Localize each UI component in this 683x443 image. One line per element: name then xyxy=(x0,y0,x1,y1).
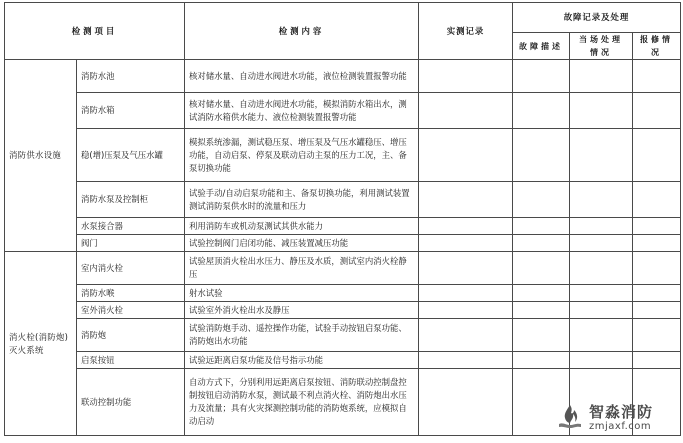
watermark-url: zmjaxf.com xyxy=(589,421,652,432)
content-cell: 试验控制阀门启闭功能、减压装置减压功能 xyxy=(185,235,419,252)
item-cell: 消防水喉 xyxy=(77,285,185,302)
table-row xyxy=(5,235,681,252)
onsite-cell[interactable] xyxy=(570,93,633,129)
repair-cell[interactable] xyxy=(633,352,681,369)
header-record: 实测记录 xyxy=(419,3,513,60)
record-cell[interactable] xyxy=(419,235,513,252)
item-cell: 稳(增)压泵及气压水罐 xyxy=(77,129,185,182)
fault-desc-cell[interactable] xyxy=(513,129,570,182)
onsite-cell[interactable] xyxy=(570,319,633,352)
table-row xyxy=(5,285,681,302)
onsite-cell[interactable] xyxy=(570,235,633,252)
onsite-cell[interactable] xyxy=(570,218,633,235)
record-cell[interactable] xyxy=(419,218,513,235)
record-cell[interactable] xyxy=(419,319,513,352)
repair-cell[interactable] xyxy=(633,235,681,252)
item-cell: 室内消火栓 xyxy=(77,252,185,285)
item-cell: 水泵接合器 xyxy=(77,218,185,235)
fault-desc-cell[interactable] xyxy=(513,218,570,235)
repair-cell[interactable] xyxy=(633,319,681,352)
repair-cell[interactable] xyxy=(633,129,681,182)
content-cell: 试验手动/自动启泵功能和主、备泵切换功能，利用测试装置测试消防泵供水时的流量和压力 xyxy=(185,182,419,218)
header-fault: 故障记录及处理 xyxy=(513,3,681,33)
onsite-cell[interactable] xyxy=(570,302,633,319)
header-row xyxy=(5,3,681,33)
item-cell: 阀门 xyxy=(77,235,185,252)
fault-desc-cell[interactable] xyxy=(513,252,570,285)
table-row xyxy=(5,182,681,218)
header-content: 检测内容 xyxy=(185,3,419,60)
header-item: 检测项目 xyxy=(5,3,185,60)
item-cell: 联动控制功能 xyxy=(77,369,185,436)
content-cell: 自动方式下，分别利用远距离启泵按钮、消防联动控制盘控制按钮启动消防水泵，测试最不利点消火栓、消防炮出水压力及流量；具有火灾探测控制功能的消防炮系统，应模拟自动启动 xyxy=(185,369,419,436)
repair-cell[interactable] xyxy=(633,182,681,218)
watermark-logo xyxy=(556,399,676,439)
item-cell: 消防水箱 xyxy=(77,93,185,129)
repair-cell[interactable] xyxy=(633,218,681,235)
onsite-cell[interactable] xyxy=(570,285,633,302)
table-row xyxy=(5,129,681,182)
record-cell[interactable] xyxy=(419,60,513,93)
item-cell: 消防水泵及控制柜 xyxy=(77,182,185,218)
onsite-cell[interactable] xyxy=(570,182,633,218)
flame-hand-icon xyxy=(556,403,584,431)
record-cell[interactable] xyxy=(419,182,513,218)
fault-desc-cell[interactable] xyxy=(513,93,570,129)
fault-desc-cell[interactable] xyxy=(513,302,570,319)
record-cell[interactable] xyxy=(419,302,513,319)
content-cell: 射水试验 xyxy=(185,285,419,302)
content-cell: 试验远距离启泵功能及信号指示功能 xyxy=(185,352,419,369)
repair-cell[interactable] xyxy=(633,252,681,285)
fault-desc-cell[interactable] xyxy=(513,285,570,302)
content-cell: 试验屋顶消火栓出水压力、静压及水质，测试室内消火栓静压 xyxy=(185,252,419,285)
fault-desc-cell[interactable] xyxy=(513,235,570,252)
fault-desc-cell[interactable] xyxy=(513,60,570,93)
watermark-name: 智淼消防 xyxy=(589,403,654,421)
fire-facility-inspection-table xyxy=(4,2,681,436)
onsite-cell[interactable] xyxy=(570,60,633,93)
onsite-cell[interactable] xyxy=(570,352,633,369)
content-cell: 核对储水量、自动进水阀进水功能，液位检测装置报警功能 xyxy=(185,60,419,93)
onsite-cell[interactable] xyxy=(570,252,633,285)
header-repair: 报修情况 xyxy=(633,33,681,60)
repair-cell[interactable] xyxy=(633,285,681,302)
table-row xyxy=(5,60,681,93)
onsite-cell[interactable] xyxy=(570,129,633,182)
record-cell[interactable] xyxy=(419,252,513,285)
repair-cell[interactable] xyxy=(633,93,681,129)
category-cell: 消防供水设施 xyxy=(5,60,77,252)
table-row xyxy=(5,93,681,129)
record-cell[interactable] xyxy=(419,369,513,436)
table-row xyxy=(5,218,681,235)
table-row xyxy=(5,252,681,285)
fault-desc-cell[interactable] xyxy=(513,182,570,218)
content-cell: 核对储水量、自动进水阀进水功能，模拟消防水箱出水，测试消防水箱供水能力、液位检测装置报警功能 xyxy=(185,93,419,129)
table-row xyxy=(5,352,681,369)
record-cell[interactable] xyxy=(419,285,513,302)
repair-cell[interactable] xyxy=(633,302,681,319)
fault-desc-cell[interactable] xyxy=(513,319,570,352)
item-cell: 消防炮 xyxy=(77,319,185,352)
table-row xyxy=(5,302,681,319)
table-row xyxy=(5,319,681,352)
repair-cell[interactable] xyxy=(633,60,681,93)
record-cell[interactable] xyxy=(419,352,513,369)
header-fault-desc: 故障描述 xyxy=(513,33,570,60)
category-cell: 消火栓(消防炮)灭火系统 xyxy=(5,252,77,436)
item-cell: 消防水池 xyxy=(77,60,185,93)
record-cell[interactable] xyxy=(419,129,513,182)
record-cell[interactable] xyxy=(419,93,513,129)
item-cell: 启泵按钮 xyxy=(77,352,185,369)
item-cell: 室外消火栓 xyxy=(77,302,185,319)
content-cell: 试验室外消火栓出水及静压 xyxy=(185,302,419,319)
content-cell: 模拟系统渗漏，测试稳压泵、增压泵及气压水罐稳压、增压功能，自动启泵、停泵及联动启动主泵的压力工况，主、备泵切换功能 xyxy=(185,129,419,182)
content-cell: 试验消防炮手动、遥控操作功能，试验手动按钮启泵功能、消防炮出水功能 xyxy=(185,319,419,352)
fault-desc-cell[interactable] xyxy=(513,352,570,369)
header-onsite: 当场处理情况 xyxy=(570,33,633,60)
content-cell: 利用消防车或机动泵测试其供水能力 xyxy=(185,218,419,235)
